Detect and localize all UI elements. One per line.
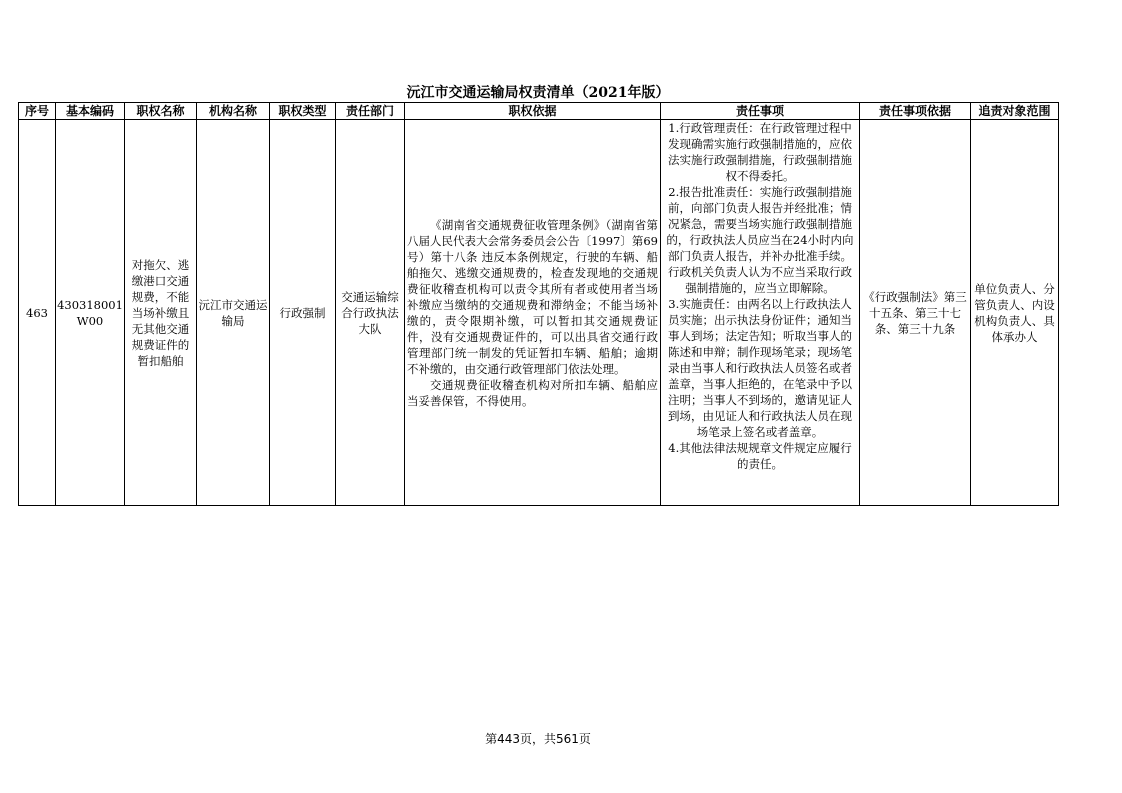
cell-responsibility — [661, 120, 860, 506]
header-code: 基本编码 — [56, 103, 125, 120]
cell-code: 430318001W00 — [56, 120, 125, 506]
table-header-row — [19, 103, 1059, 120]
cell-org-name: 沅江市交通运输局 — [197, 120, 270, 506]
header-responsibility-basis: 责任事项依据 — [860, 103, 971, 120]
cell-basis — [405, 120, 661, 506]
cell-index: 463 — [19, 120, 56, 506]
cell-dept: 交通运输综合行政执法大队 — [336, 120, 405, 506]
basis-paragraph-2: 交通规费征收稽查机构对所扣车辆、船舶应当妥善保管，不得使用。 — [407, 377, 658, 408]
header-power-name: 职权名称 — [125, 103, 197, 120]
cell-accountable: 单位负责人、分管负责人、内设机构负责人、具体承办人 — [971, 120, 1059, 506]
header-basis: 职权依据 — [405, 103, 661, 120]
power-list-table — [18, 102, 1059, 506]
page-title: 沅江市交通运输局权责清单（2021年版） — [406, 85, 670, 101]
cell-power-type: 行政强制 — [270, 120, 336, 506]
header-accountable: 追责对象范围 — [971, 103, 1059, 120]
page-footer: 第443页，共561页 — [485, 732, 591, 746]
cell-responsibility-basis: 《行政强制法》第三十五条、第三十七条、第三十九条 — [860, 120, 971, 506]
header-index: 序号 — [19, 103, 56, 120]
header-responsibility: 责任事项 — [661, 103, 860, 120]
header-org-name: 机构名称 — [197, 103, 270, 120]
header-power-type: 职权类型 — [270, 103, 336, 120]
responsibility-item-3: 3.实施责任：由两名以上行政执法人员实施；出示执法身份证件；通知当事人到场；法定告知；听取当事人的陈述和申辩；制作现场笔录；现场笔录由当事人和行政执法人员签名或者盖章，当事人拒绝的，在笔录中予以注明；当事人不到场的，邀请见证人到场，由见证人和行政执法人员在现场笔录上签名或者盖章。 — [668, 297, 852, 439]
responsibility-item-2: 2.报告批准责任：实施行政强制措施前，向部门负责人报告并经批准；情况紧急，需要当场实施行政强制措施的，行政执法人员应当在24小时内向部门负责人报告，并补办批准手续。行政机关负责人认为不应当采取行政强制措施的，应当立即解除。 — [666, 185, 854, 295]
responsibility-item-1: 1.行政管理责任：在行政管理过程中发现确需实施行政强制措施的，应依法实施行政强制措施，行政强制措施权不得委托。 — [668, 121, 852, 183]
header-dept: 责任部门 — [336, 103, 405, 120]
basis-paragraph-1: 《湖南省交通规费征收管理条例》（湖南省第八届人民代表大会常务委员会公告〔1997〕第69号）第十八条 违反本条例规定，行驶的车辆、船舶拖欠、逃缴交通规费的，检查发现地的交通规费征收稽查机构可以责令其所有者或使用者当场补缴应当缴纳的交通规费和滞纳金；不能当场补缴的，责令限期补缴，可以暂扣其交通规费证件，没有交通规费证件的，可以出具省交通行政管理部门统一制发的凭证暂扣车辆、船舶；逾期不补缴的，由交通行政管理部门依法处理。 — [407, 217, 658, 376]
table-row — [19, 120, 1059, 506]
responsibility-item-4: 4.其他法律法规规章文件规定应履行的责任。 — [668, 441, 852, 471]
cell-power-name: 对拖欠、逃缴港口交通规费，不能当场补缴且无其他交通规费证件的暂扣船舶 — [125, 120, 197, 506]
